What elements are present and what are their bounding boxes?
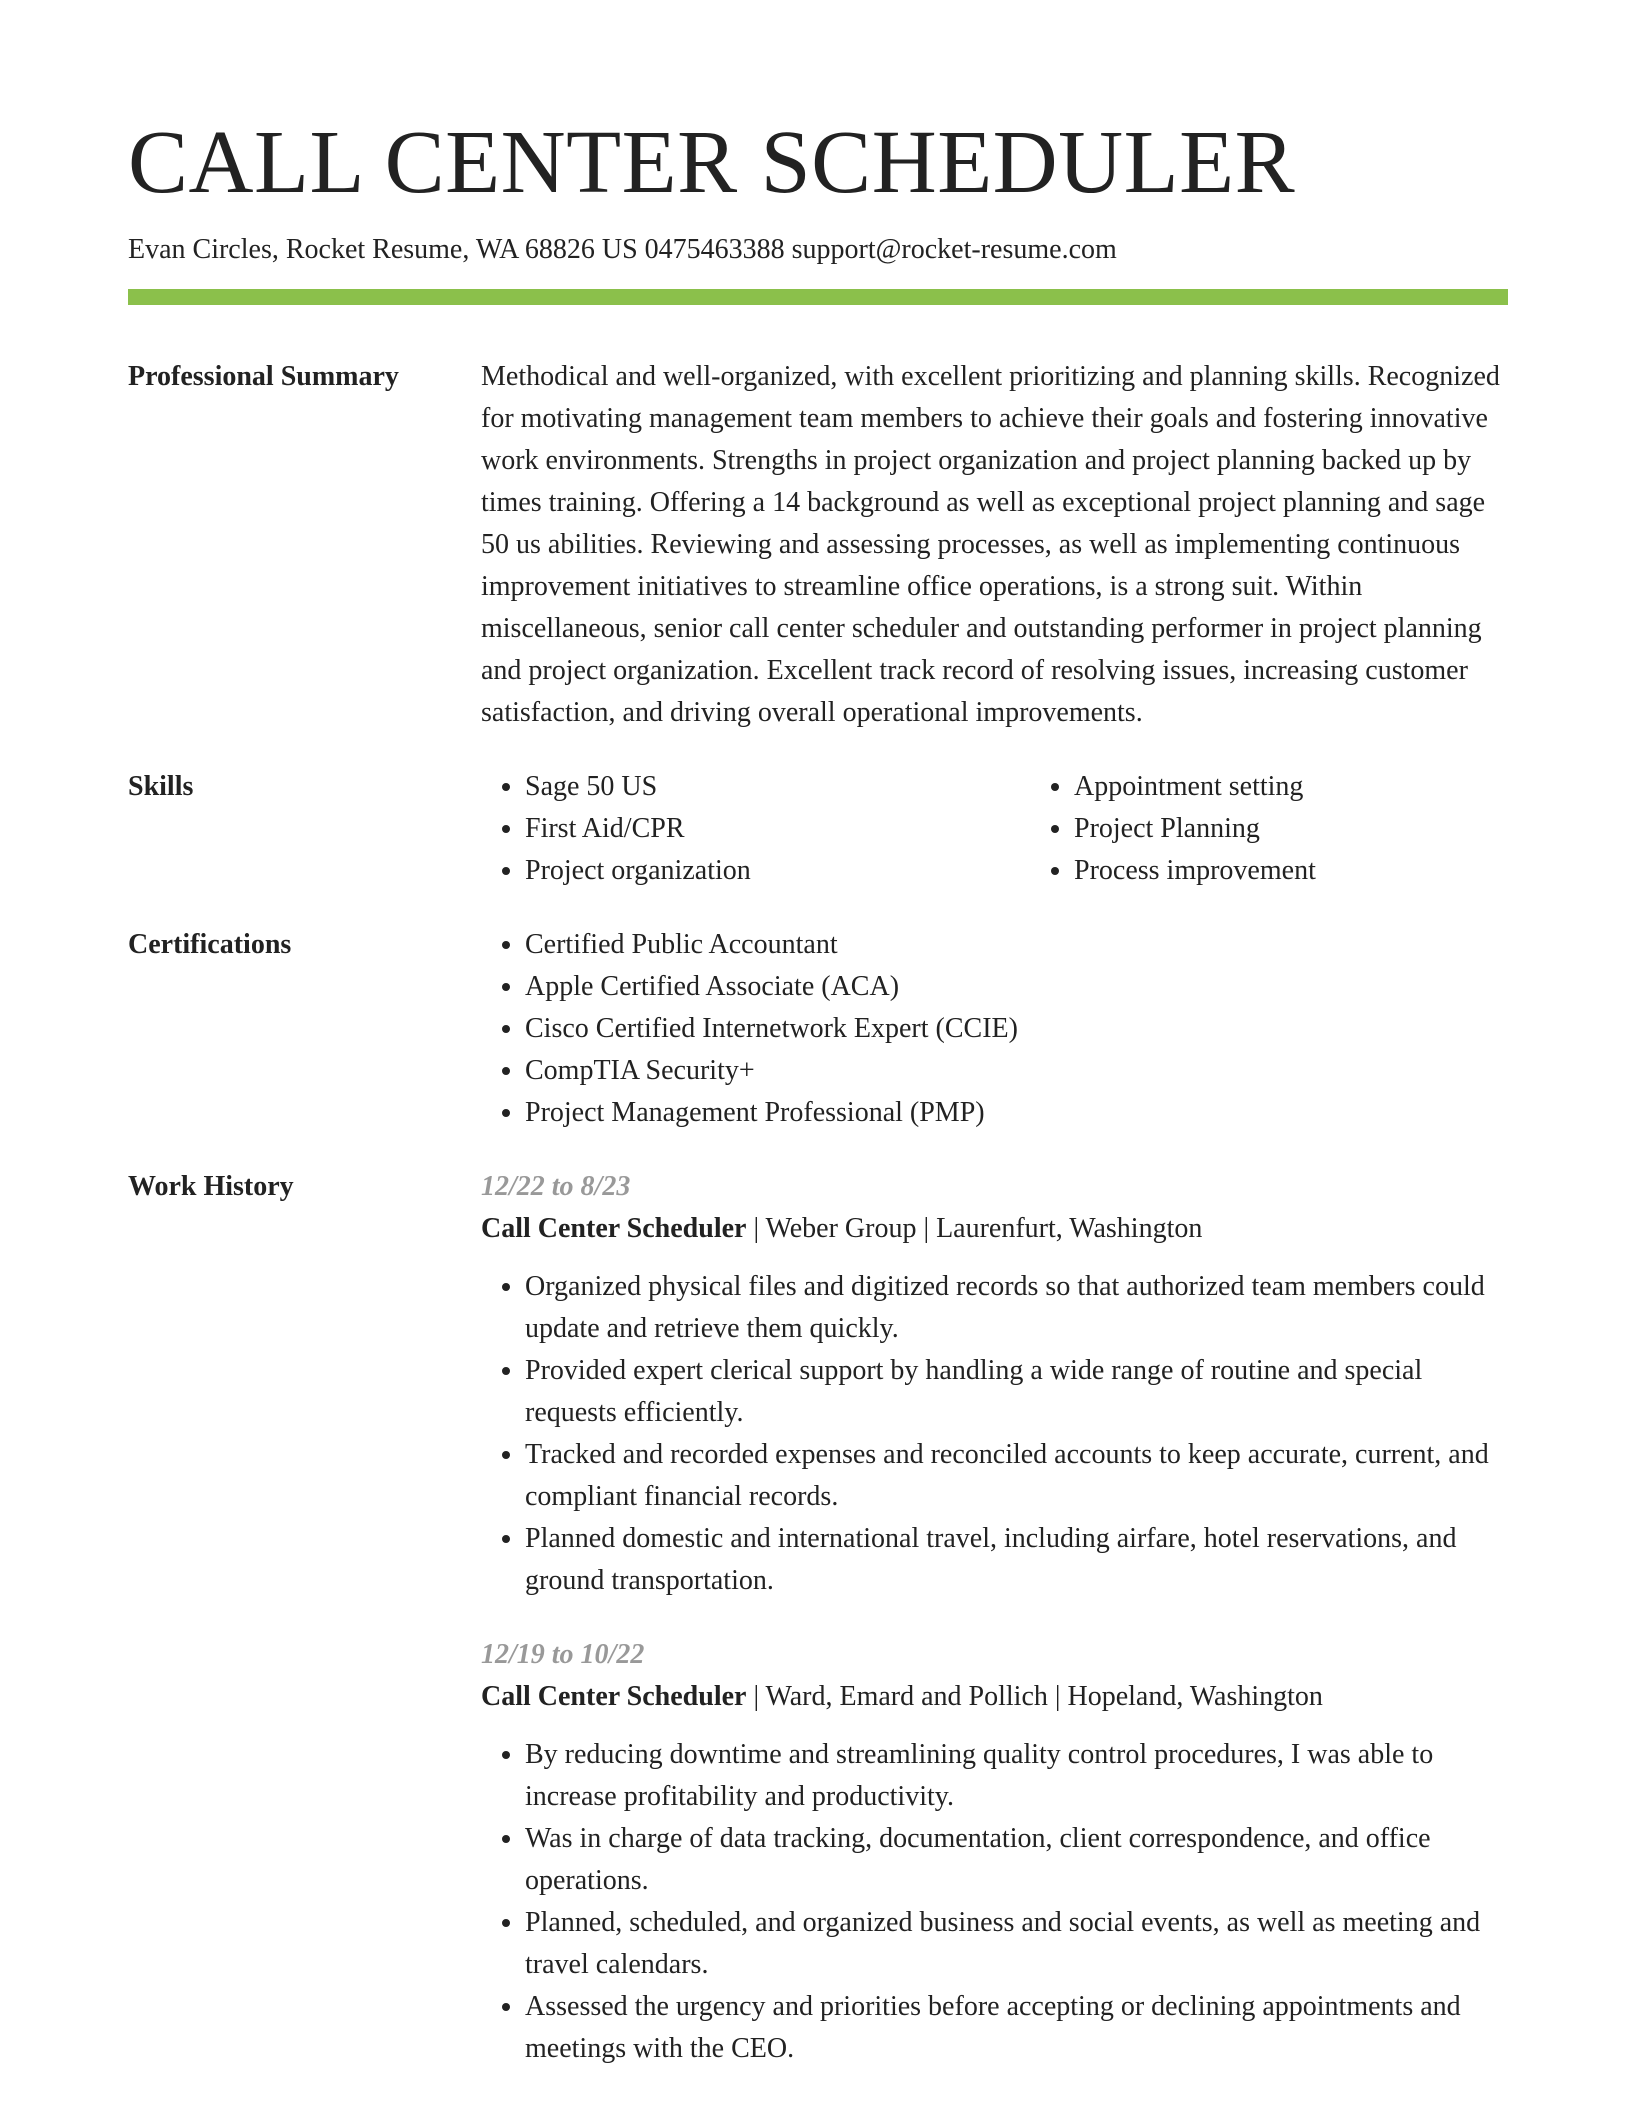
section-label: Certifications xyxy=(128,929,292,960)
job-heading xyxy=(481,1208,1508,1250)
skill-item: • Process improvement xyxy=(1074,850,1579,892)
certifications-list xyxy=(481,924,1508,1134)
job-dates: 12/19 to 10/22 xyxy=(481,1639,645,1670)
section-body xyxy=(481,924,1508,1134)
skills-grid xyxy=(481,766,1579,892)
job-bullet: • Provided expert clerical support by handling a wide range of routine and special requests efficiently. xyxy=(525,1350,1508,1434)
professional-summary-section xyxy=(128,356,1508,734)
certification-item: • Certified Public Accountant xyxy=(525,924,1508,966)
job-entry xyxy=(481,1634,1508,2070)
job-bullets xyxy=(481,1734,1508,2070)
job-bullet: • Was in charge of data tracking, documentation, client correspondence, and office operations. xyxy=(525,1818,1508,1902)
skill-item: • Project Planning xyxy=(1074,808,1579,850)
job-details: | Weber Group | Laurenfurt, Washington xyxy=(746,1213,1203,1244)
resume-title: CALL CENTER SCHEDULER xyxy=(128,113,1296,212)
job-bullet: • By reducing downtime and streamlining quality control procedures, I was able to increase profitability and productivity. xyxy=(525,1734,1508,1818)
section-label: Professional Summary xyxy=(128,361,399,392)
header-divider xyxy=(128,289,1508,305)
job-dates: 12/22 to 8/23 xyxy=(481,1171,631,1202)
job-bullet: • Organized physical files and digitized records so that authorized team members could update and retrieve them quickly. xyxy=(525,1266,1508,1350)
job-details: | Ward, Emard and Pollich | Hopeland, Washington xyxy=(746,1681,1323,1712)
section-body xyxy=(481,356,1508,734)
job-bullet: • Planned domestic and international travel, including airfare, hotel reservations, and ground transportation. xyxy=(525,1518,1508,1602)
skill-item: • Sage 50 US xyxy=(525,766,1030,808)
resume-page xyxy=(128,0,1508,2070)
contact-info: Evan Circles, Rocket Resume, WA 68826 US 0475463388 support@rocket-resume.com xyxy=(128,234,1117,265)
skill-item: • Project organization xyxy=(525,850,1030,892)
job-bullet: • Planned, scheduled, and organized business and social events, as well as meeting and travel calendars. xyxy=(525,1902,1508,1986)
skill-item: • First Aid/CPR xyxy=(525,808,1030,850)
certification-item: • Apple Certified Associate (ACA) xyxy=(525,966,1508,1008)
certification-item: • Cisco Certified Internetwork Expert (CCIE) xyxy=(525,1008,1508,1050)
job-entry xyxy=(481,1166,1508,1602)
skills-list-right xyxy=(1030,766,1579,892)
skill-item: • Appointment setting xyxy=(1074,766,1579,808)
section-label: Skills xyxy=(128,771,194,802)
section-label: Work History xyxy=(128,1171,294,1202)
skills-list-left xyxy=(481,766,1030,892)
section-body xyxy=(481,1166,1508,2070)
summary-text: Methodical and well-organized, with excellent prioritizing and planning skills. Recognized for motivating management team members to achieve their goals and fostering innovative work environments. Strengths in project organization and project planning backed up by times training. Offering a 14 background as well as exceptional project planning and sage 50 us abilities. Reviewing and assessing processes, as well as implementing continuous improvement initiatives to streamline office operations, is a strong suit. Within miscellaneous, senior call center scheduler and outstanding performer in project planning and project organization. Excellent track record of resolving issues, increasing customer satisfaction, and driving overall operational improvements. xyxy=(481,361,1500,728)
certifications-section xyxy=(128,924,1508,1134)
skills-section xyxy=(128,766,1508,892)
work-history-section xyxy=(128,1166,1508,2070)
job-bullet: • Tracked and recorded expenses and reconciled accounts to keep accurate, current, and compliant financial records. xyxy=(525,1434,1508,1518)
section-body xyxy=(481,766,1579,892)
certification-item: • Project Management Professional (PMP) xyxy=(525,1092,1508,1134)
job-heading xyxy=(481,1676,1508,1718)
job-bullet: • Assessed the urgency and priorities before accepting or declining appointments and meetings with the CEO. xyxy=(525,1986,1508,2070)
job-title: Call Center Scheduler xyxy=(481,1213,747,1244)
job-bullets xyxy=(481,1266,1508,1602)
certification-item: • CompTIA Security+ xyxy=(525,1050,1508,1092)
job-title: Call Center Scheduler xyxy=(481,1681,747,1712)
